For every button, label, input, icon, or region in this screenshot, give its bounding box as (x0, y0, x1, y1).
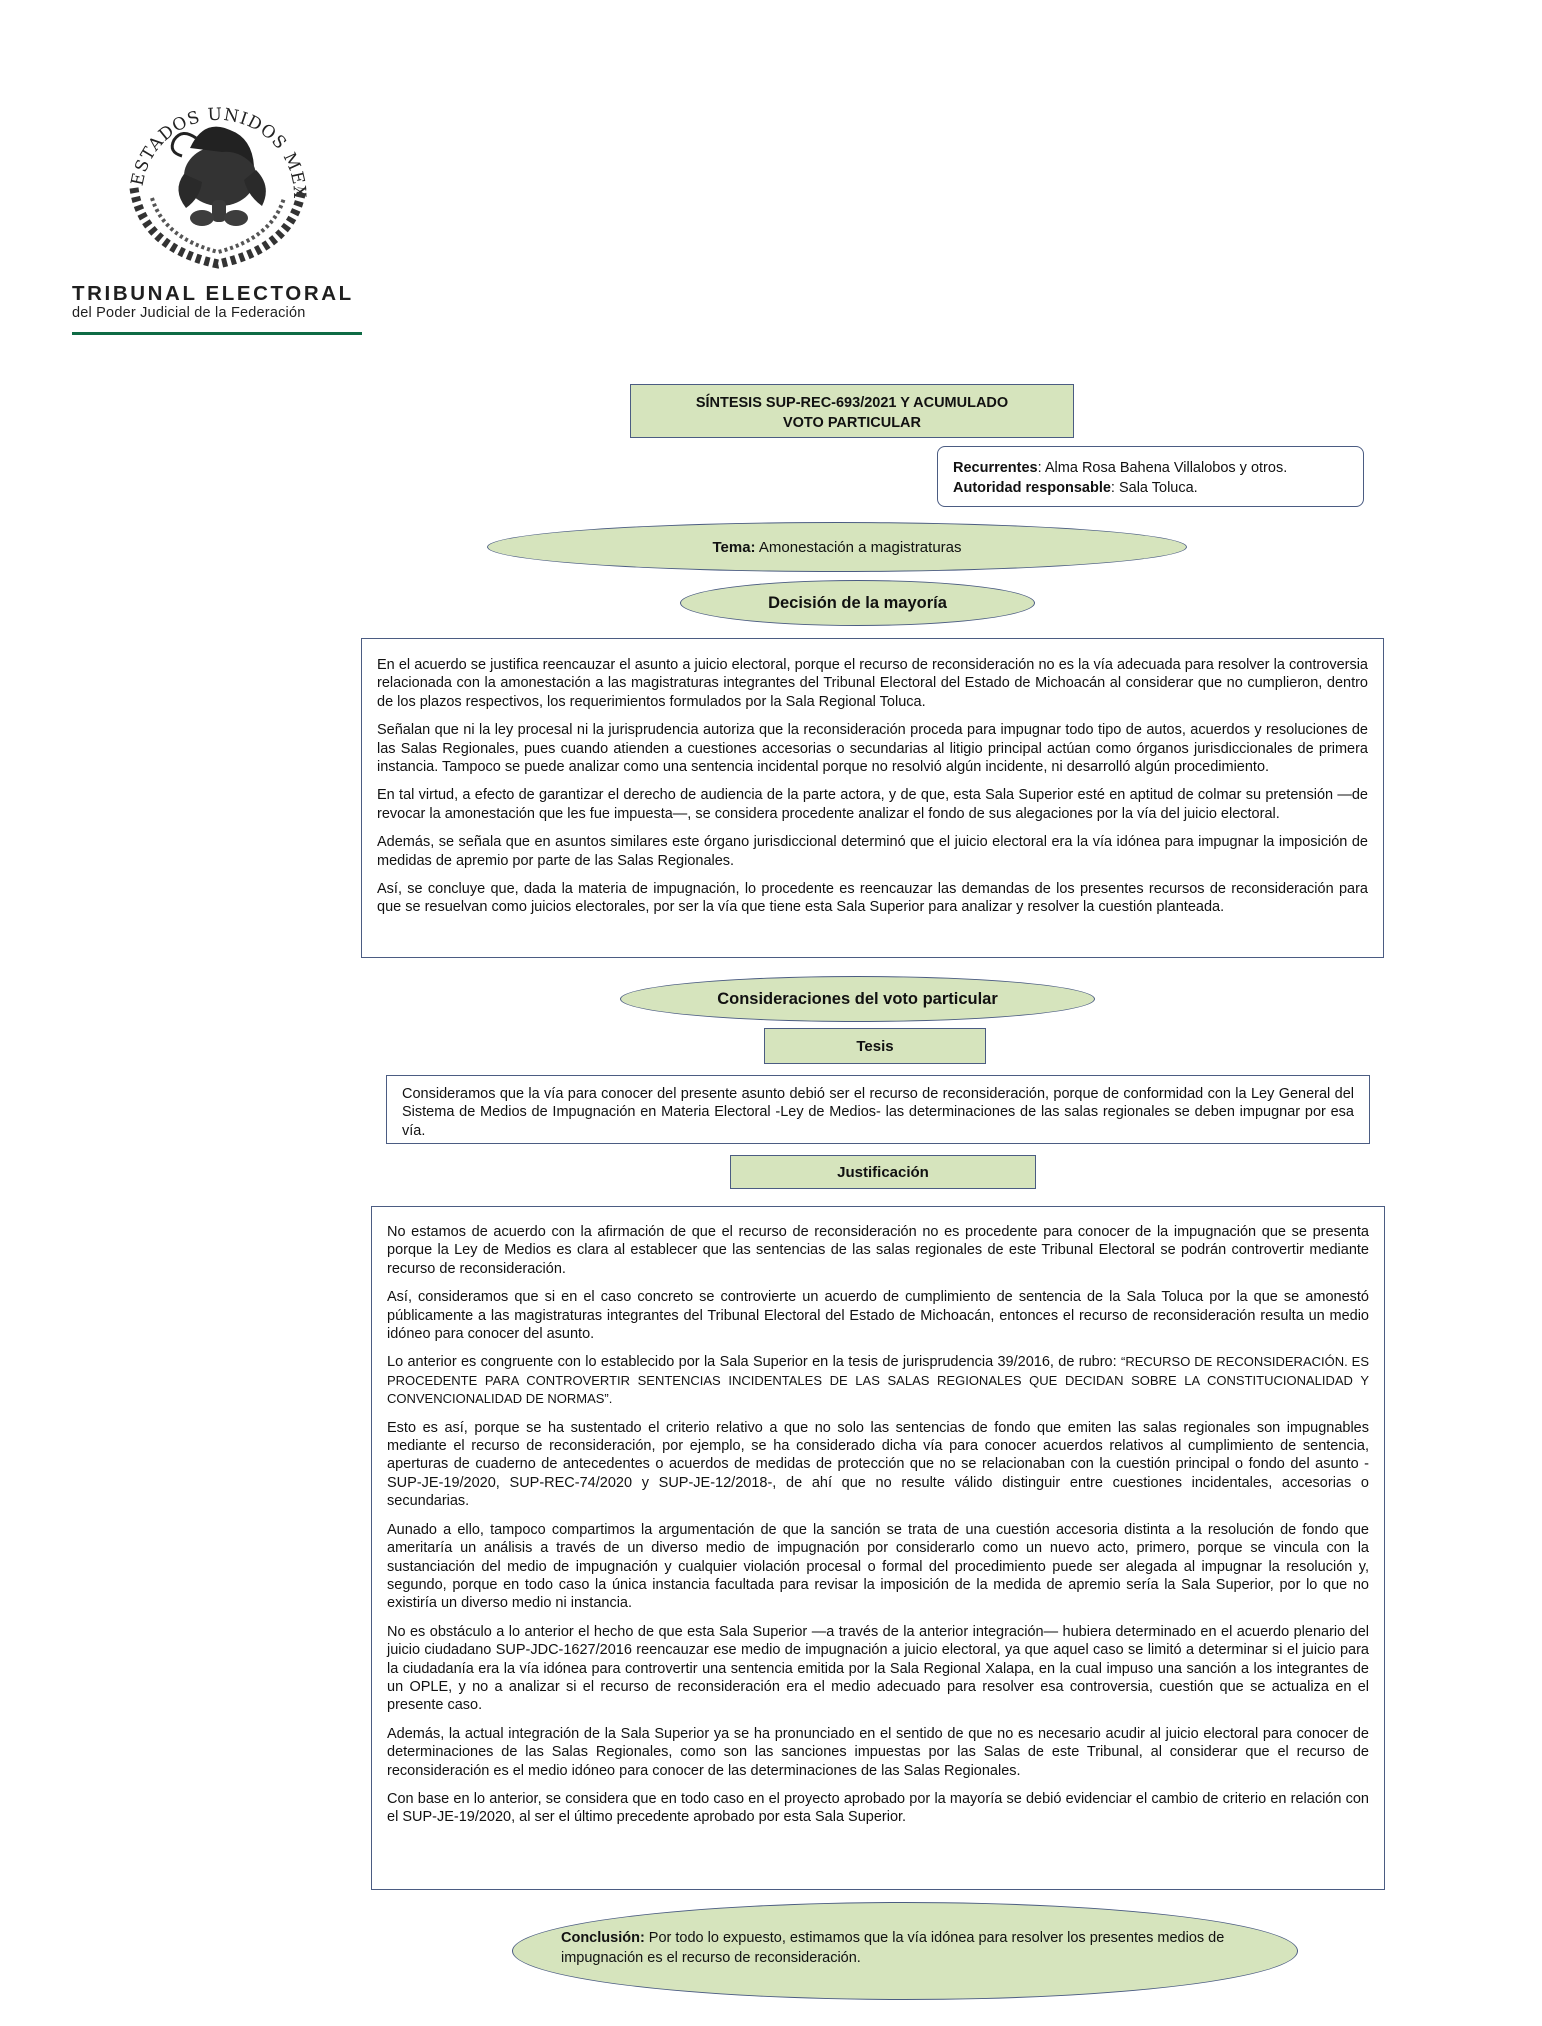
justificacion-paragraph (387, 1353, 1369, 1408)
decision-paragraph: Señalan que ni la ley procesal ni la jurisprudencia autoriza que la reconsideración proceda para impugnar todo tipo de autos, acuerdos y resoluciones de las Salas Regionales, pues cuando atienden a cuestiones accesorias o secundarias al litigio principal actúan como órganos jurisdiccionales de primera instancia. Tampoco se puede analizar como una sentencia incidental porque no resolvió algún incidente, ni desarrolló algún procedimiento. (377, 722, 1368, 776)
autoridad-value: : Sala Toluca. (1110, 479, 1198, 496)
justificacion-paragraph: No estamos de acuerdo con la afirmación de que el recurso de reconsideración no es procedente para conocer de la impugnación que se presenta porque la Ley de Medios es clara al establecer que las sentencias de las salas regionales de este Tribunal Electoral se podrán controvertir mediante recurso de reconsideración. (387, 1224, 1369, 1277)
justificacion-paragraph: Además, la actual integración de la Sala Superior ya se ha pronunciado en el sentido de que no es necesario acudir al juicio electoral para conocer de determinaciones de las Salas Regionales, como son las sanciones impuestas por las Salas de este Tribunal, al considerar que el recurso de reconsideración es el medio idóneo para conocer de las determinaciones de las Salas Regionales. (387, 1725, 1369, 1779)
recurrentes-label: Recurrentes (953, 460, 1038, 476)
justificacion-paragraph: No es obstáculo a lo anterior el hecho de que esta Sala Superior —a través de la anterior integración— hubiera determinado en el acuerdo plenario del juicio ciudadano SUP-JDC-1627/2016 reencauzar ese medio de impugnación a juicio electoral, ya que aquel caso se limitó a determinar si el juicio para la ciudadanía era la vía idónea para controvertir una sentencia emitida por la Sala Regional Xalapa, en la cual impuso una sanción a los integrantes de un OPLE, y no a analizar si el recurso de reconsideración era el medio adecuado para resolver esa controversia, cuestión que se actualiza en el presente caso. (387, 1623, 1369, 1714)
tema-value: Amonestación a magistraturas (755, 538, 962, 556)
tesis-text: Consideramos que la vía para conocer del presente asunto debió ser el recurso de reconsideración, porque de conformidad con la Ley General del Sistema de Medios de Impugnación en Materia Electoral -Ley de Medios- las determinaciones de las salas regionales se deben impugnar por esa vía. (402, 1086, 1354, 1139)
conclusion-ellipse (512, 1902, 1298, 2000)
decision-paragraph: Además, se señala que en asuntos similares este órgano jurisdiccional determinó que el juicio electoral era la vía idónea para impugnar la imposición de medidas de apremio por parte de las Salas Regionales. (377, 834, 1368, 869)
conclusion-text: Por todo lo expuesto, estimamos que la vía idónea para resolver los presentes medios de impugnación es el recurso de reconsideración. (561, 1930, 1225, 1966)
org-name: TRIBUNAL ELECTORAL (72, 282, 354, 305)
tesis-citation-quote: “RECURSO DE RECONSIDERACIÓN. ES PROCEDENTE PARA CONTROVERTIR SENTENCIAS INCIDENTALES DE LAS SALAS REGIONALES QUE DECIDAN SOBRE LA CONSTITUCIONALIDAD Y CONVENCIONALIDAD DE NORMAS”. (387, 1354, 1369, 1407)
recurrentes-value: : Alma Rosa Bahena Villalobos y otros. (1037, 460, 1288, 476)
document-title-box (630, 384, 1074, 438)
tesis-box (386, 1075, 1370, 1144)
org-subtitle: del Poder Judicial de la Federación (72, 305, 306, 321)
autoridad-line (953, 479, 1363, 499)
justificacion-paragraph: Aunado a ello, tampoco compartimos la argumentación de que la sanción se trata de una cuestión accesoria distinta a la resolución de fondo que ameritaría un análisis a través de un diverso medio de impugnación por considerarlo como un nuevo acto, primero, porque se vincula con la sustanciación del medio de impugnación y cualquier violación procesal o formal del procedimiento puede ser alegada al impugnar la resolución y, segundo, porque en todo caso la única instancia facultada para revisar la imposición de la medida de apremio sería la Sala Superior, por lo que no existiría un diverso medio ni instancia. (387, 1521, 1369, 1612)
seal-lettering: ESTADOS UNIDOS MEX (127, 104, 310, 200)
tesis-heading: Tesis (764, 1028, 986, 1064)
decision-paragraph: En tal virtud, a efecto de garantizar el derecho de audiencia de la parte actora, y de que, esta Sala Superior esté en aptitud de colmar su pretensión —de revocar la amonestación que les fue impuesta—, se considera procedente analizar el fondo de sus alegaciones por la vía del juicio electoral. (377, 787, 1368, 822)
coat-of-arms-seal (112, 78, 324, 273)
decision-paragraph: Así, se concluye que, dada la materia de impugnación, lo procedente es reencauzar las demandas de los presentes recursos de reconsideración para que se resuelvan como juicios electorales, por ser la vía que tiene esta Sala Superior para analizar y resolver la cuestión planteada. (377, 881, 1368, 916)
justificacion-paragraph: Así, consideramos que si en el caso concreto se controvierte un acuerdo de cumplimiento de sentencia de la Sala Toluca por la que se amonestó públicamente a las magistraturas integrantes del Tribunal Electoral del Estado de Michoacán, entonces el recurso de reconsideración resulta un medio idóneo para conocer del asunto. (387, 1289, 1369, 1343)
header-rule (72, 332, 362, 335)
parties-box (937, 446, 1364, 507)
justificacion-heading: Justificación (730, 1155, 1036, 1189)
justificacion-box (371, 1206, 1385, 1890)
justificacion-paragraph: Con base en lo anterior, se considera que en todo caso en el proyecto aprobado por la mayoría se debió evidenciar el cambio de criterio en relación con el SUP-JE-19/2020, al ser el último precedente aprobado por esta Sala Superior. (387, 1790, 1369, 1826)
decision-heading: Decisión de la mayoría (680, 580, 1035, 626)
autoridad-label: Autoridad responsable (953, 479, 1111, 496)
decision-box (361, 638, 1384, 958)
document-subtitle: VOTO PARTICULAR (782, 414, 922, 431)
conclusion-label: Conclusión: (561, 1930, 645, 1946)
recurrentes-line (953, 459, 1363, 479)
consideraciones-heading: Consideraciones del voto particular (620, 976, 1095, 1022)
document-title: SÍNTESIS SUP-REC-693/2021 Y ACUMULADO (695, 395, 1009, 411)
tema-ellipse (487, 522, 1187, 572)
justificacion-paragraph: Esto es así, porque se ha sustentado el criterio relativo a que no solo las sentencias de fondo que emiten las salas regionales son impugnables mediante el recurso de reconsideración, por ejemplo, se ha considerado dicha vía para conocer acuerdos relativos al cumplimiento de sentencia, aperturas de cuaderno de antecedentes o acuerdos de medidas de protección que no se relacionaban con la cuestión principal o fondo del asunto - SUP-JE-19/2020, SUP-REC-74/2020 y SUP-JE-12/2018-, de ahí que no resulte válido distinguir entre cuestiones incidentales, accesorias o secundarias. (387, 1419, 1369, 1510)
tema-label: Tema: (712, 538, 756, 556)
decision-paragraph: En el acuerdo se justifica reencauzar el asunto a juicio electoral, porque el recurso de reconsideración no es la vía adecuada para resolver la controversia relacionada con la amonestación a las magistraturas integrantes del Tribunal Electoral del Estado de Michoacán al considerar que no cumplieron, dentro de los plazos respectivos, los requerimientos formulados por la Sala Regional Toluca. (377, 657, 1368, 710)
tesis-citation-intro: Lo anterior es congruente con lo establecido por la Sala Superior en la tesis de jurisprudencia 39/2016, de rubro: (387, 1354, 1121, 1371)
